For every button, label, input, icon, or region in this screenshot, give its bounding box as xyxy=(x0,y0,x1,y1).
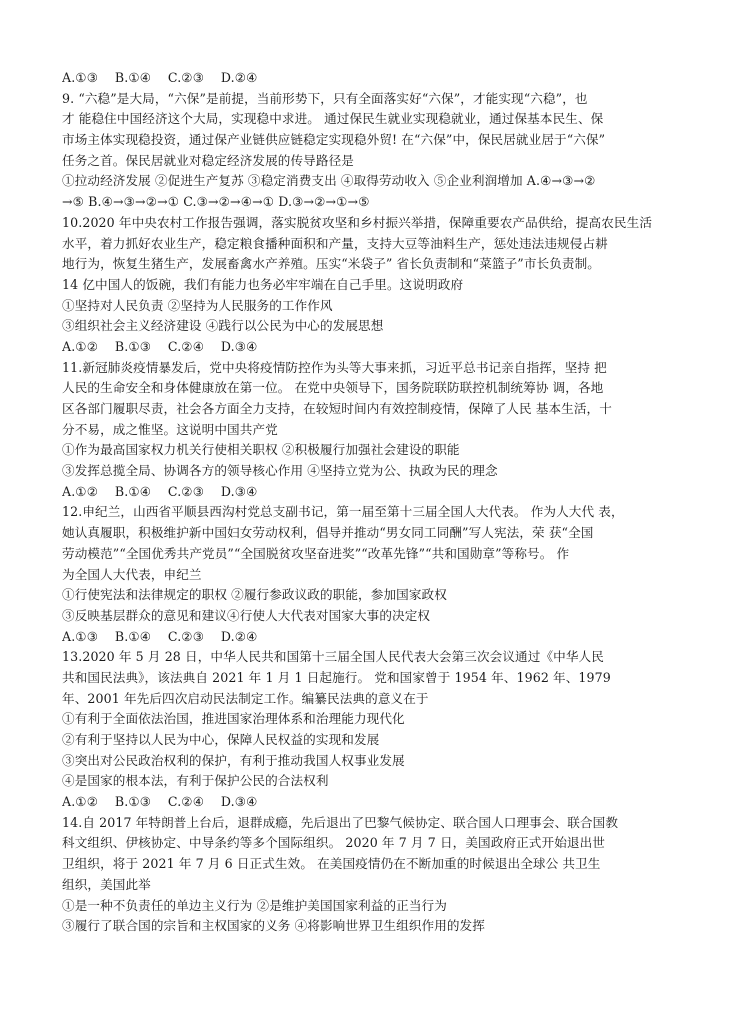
text-line: 12.申纪兰，山西省平顺县西沟村党总支副书记，第一届至第十三届全国人大代表。 作为人大代 表， xyxy=(62,504,624,520)
text-line: 分不易，成之惟坚。这说明中国共产党 xyxy=(62,421,278,437)
text-line: 卫组织，将于 2021 年 7 月 6 日正式生效。 在美国疫情仍在不断加重的时候退出全球公 共卫生 xyxy=(62,856,601,872)
text-line: 才 能稳住中国经济这个大局，实现稳中求进。 通过保民生就业实现稳就业，通过保基本民生、保 xyxy=(62,111,604,127)
text-line: 水平，着力抓好农业生产，稳定粮食播种面积和产量，支持大豆等油料生产，惩处违法违规侵占耕 xyxy=(62,235,608,251)
text-line: 年、2001 年先后四次启动民法制定工作。编纂民法典的意义在于 xyxy=(62,690,429,706)
text-line: 市场主体实现稳投资，通过保产业链供应链稳定实现稳外贸! 在“六保”中，保民居就业居于“六保” xyxy=(62,132,606,148)
text-line: ①有利于全面依法治国，推进国家治理体系和治理能力现代化 xyxy=(62,711,405,727)
text-line: A.①② B.①③ C.②④ D.③④ xyxy=(62,338,258,354)
text-line: 14 亿中国人的饭碗，我们有能力也务必牢牢端在自己手里。这说明政府 xyxy=(62,276,464,292)
text-line: 劳动模范”“全国优秀共产党员”“全国脱贫攻坚奋进奖”“改革先锋”“共和国勋章”等称号。 作 xyxy=(62,545,570,561)
text-line: ①行使宪法和法律规定的职权 ②履行参政议政的职能，参加国家政权 xyxy=(62,587,447,603)
text-line: ①是一种不负责任的单边主义行为 ②是维护美国国家利益的正当行为 xyxy=(62,897,447,913)
text-line: ③突出对公民政治权利的保护，有利于推动我国人权事业发展 xyxy=(62,752,405,768)
text-line: 科文组织、伊核协定、中导条约等多个国际组织。 2020 年 7 月 7 日，美国政府正式开始退出世 xyxy=(62,835,605,851)
text-line: 为全国人大代表，申纪兰 xyxy=(62,566,202,582)
text-line: ③组织社会主义经济建设 ④践行以公民为中心的发展思想 xyxy=(62,318,384,334)
text-line: ①坚持对人民负责 ②坚持为人民服务的工作作风 xyxy=(62,297,333,313)
text-line: 人民的生命安全和身体健康放在第一位。 在党中央领导下，国务院联防联控机制统筹协 调，各地 xyxy=(62,380,604,396)
text-line: ③反映基层群众的意见和建议④行使人大代表对国家大事的决定权 xyxy=(62,607,431,623)
text-line: ②有利于坚持以人民为中心，保障人民权益的实现和发展 xyxy=(62,732,380,747)
text-line: 10.2020 年中央农村工作报告强调，落实脱贫攻坚和乡村振兴举措，保障重要农产品供给，提高农民生活 xyxy=(62,214,653,230)
text-line: 9. “六稳”是大局，“六保”是前提，当前形势下，只有全面落实好“六保”，才能实现“六稳”，也 xyxy=(62,90,588,106)
text-line: 地行为，恢复生猪生产，发展畜禽水产养殖。压实“米袋子” 省长负责制和“菜篮子”市长负责制。 xyxy=(62,256,601,272)
text-line: 她认真履职，积极维护新中国妇女劳动权利，倡导并推动“男女同工同酬”写人宪法，荣 获“全国 xyxy=(62,525,594,541)
text-line: A.①② B.①④ C.②③ D.③④ xyxy=(62,483,258,499)
text-line: 共和国民法典》，该法典自 2021 年 1 月 1 日起施行。 党和国家曾于 1954 年、1962 年、1979 xyxy=(62,669,611,685)
text-line: 13.2020 年 5 月 28 日，中华人民共和国第十三届全国人民代表大会第三次会议通过《中华人民 xyxy=(62,649,604,665)
text-line: A.①② B.①③ C.②④ D.③④ xyxy=(62,794,258,810)
exam-page xyxy=(62,68,674,937)
text-line: ①拉动经济发展 ②促进生产复苏 ③稳定消费支出 ④取得劳动收入 ⑤企业利润增加 A.④→③→② xyxy=(62,173,596,189)
text-line: 14.自 2017 年特朗普上台后，退群成瘾，先后退出了巴黎气候协定、联合国人口理事会、联合国教 xyxy=(62,814,619,830)
text-line: ①作为最高国家权力机关行使相关职权 ②积极履行加强社会建设的职能 xyxy=(62,442,460,458)
text-line: 区各部门履职尽责，社会各方面全力支持，在较短时间内有效控制疫情，保障了人民 基本生活，十 xyxy=(62,401,612,416)
text-line: 组织，美国此举 xyxy=(62,876,151,892)
text-line: →⑤ B.④→③→②→① C.③→②→④→① D.③→②→①→⑤ xyxy=(62,194,370,210)
text-line: A.①③ B.①④ C.②③ D.②④ xyxy=(62,70,258,85)
text-line: ③履行了联合国的宗旨和主权国家的义务 ④将影响世界卫生组织作用的发挥 xyxy=(62,918,485,934)
text-line: 任务之首。保民居就业对稳定经济发展的传导路径是 xyxy=(62,152,354,168)
text-line: 11.新冠肺炎疫情暴发后，党中央将疫情防控作为头等大事来抓，习近平总书记亲自指挥，坚持 把 xyxy=(62,359,607,375)
text-line: A.①③ B.①④ C.②③ D.②④ xyxy=(62,628,258,644)
text-line: ③发挥总揽全局、协调各方的领导核心作用 ④坚持立党为公、执政为民的理念 xyxy=(62,463,498,479)
text-line: ④是国家的根本法，有利于保护公民的合法权利 xyxy=(62,773,329,789)
